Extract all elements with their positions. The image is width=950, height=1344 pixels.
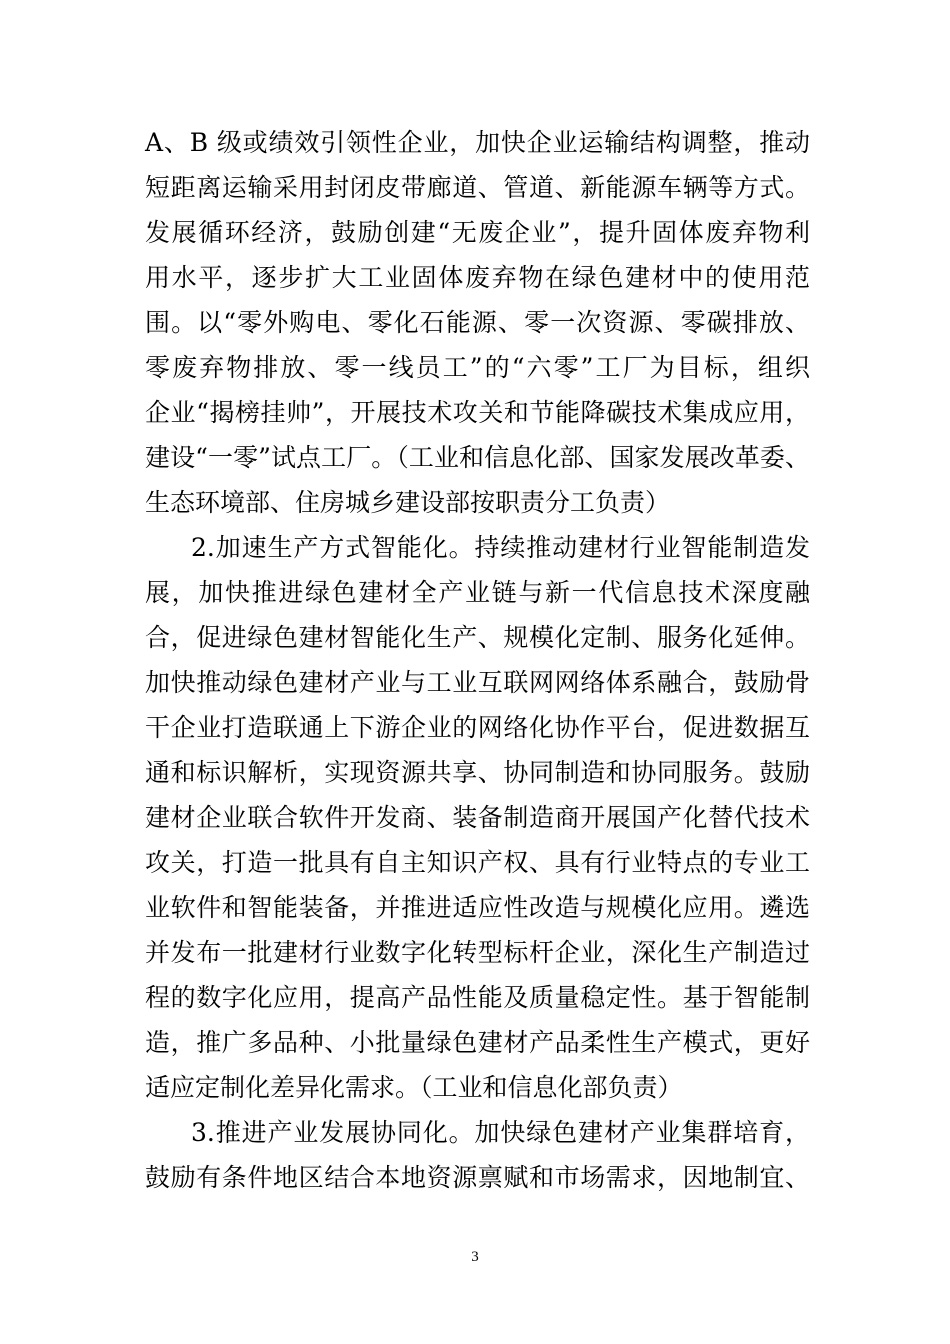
text-line: 并发布一批建材行业数字化转型标杆企业，深化生产制造过 bbox=[145, 938, 810, 967]
text-line: 加快推动绿色建材产业与工业互联网网络体系融合，鼓励骨 bbox=[145, 668, 810, 697]
text-line: 企业“揭榜挂帅”，开展技术攻关和节能降碳技术集成应用， bbox=[145, 398, 810, 427]
text-line: 攻关，打造一批具有自主知识产权、具有行业特点的专业工 bbox=[145, 848, 810, 877]
text-line: 程的数字化应用，提高产品性能及质量稳定性。基于智能制 bbox=[145, 983, 810, 1012]
text-line: 展，加快推进绿色建材全产业链与新一代信息技术深度融 bbox=[145, 578, 810, 607]
text-line: 鼓励有条件地区结合本地资源禀赋和市场需求，因地制宜、 bbox=[145, 1163, 810, 1192]
text-line: 通和标识解析，实现资源共享、协同制造和协同服务。鼓励 bbox=[145, 758, 810, 787]
text-line: A、B 级或绩效引领性企业，加快企业运输结构调整，推动 bbox=[145, 128, 810, 157]
text-line: 短距离运输采用封闭皮带廊道、管道、新能源车辆等方式。 bbox=[145, 173, 810, 202]
text-line: 3.推进产业发展协同化。加快绿色建材产业集群培育， bbox=[191, 1118, 810, 1147]
text-line: 发展循环经济，鼓励创建“无废企业”，提升固体废弃物利 bbox=[145, 218, 810, 247]
text-line: 围。以“零外购电、零化石能源、零一次资源、零碳排放、 bbox=[145, 308, 810, 337]
text-line: 造，推广多品种、小批量绿色建材产品柔性生产模式，更好 bbox=[145, 1028, 810, 1057]
text-line: 合，促进绿色建材智能化生产、规模化定制、服务化延伸。 bbox=[145, 623, 810, 652]
text-line: 建设“一零”试点工厂。（工业和信息化部、国家发展改革委、 bbox=[145, 443, 810, 472]
text-line: 用水平，逐步扩大工业固体废弃物在绿色建材中的使用范 bbox=[145, 263, 810, 292]
text-line: 2.加速生产方式智能化。持续推动建材行业智能制造发 bbox=[191, 533, 810, 562]
text-line: 建材企业联合软件开发商、装备制造商开展国产化替代技术 bbox=[145, 803, 810, 832]
text-line: 零废弃物排放、零一线员工”的“六零”工厂为目标，组织 bbox=[145, 353, 810, 382]
text-line: 干企业打造联通上下游企业的网络化协作平台，促进数据互 bbox=[145, 713, 810, 742]
page-number: 3 bbox=[471, 1249, 479, 1265]
text-line: 业软件和智能装备，并推进适应性改造与规模化应用。遴选 bbox=[145, 893, 810, 922]
text-line: 生态环境部、住房城乡建设部按职责分工负责） bbox=[145, 488, 671, 517]
text-line: 适应定制化差异化需求。（工业和信息化部负责） bbox=[145, 1073, 683, 1102]
